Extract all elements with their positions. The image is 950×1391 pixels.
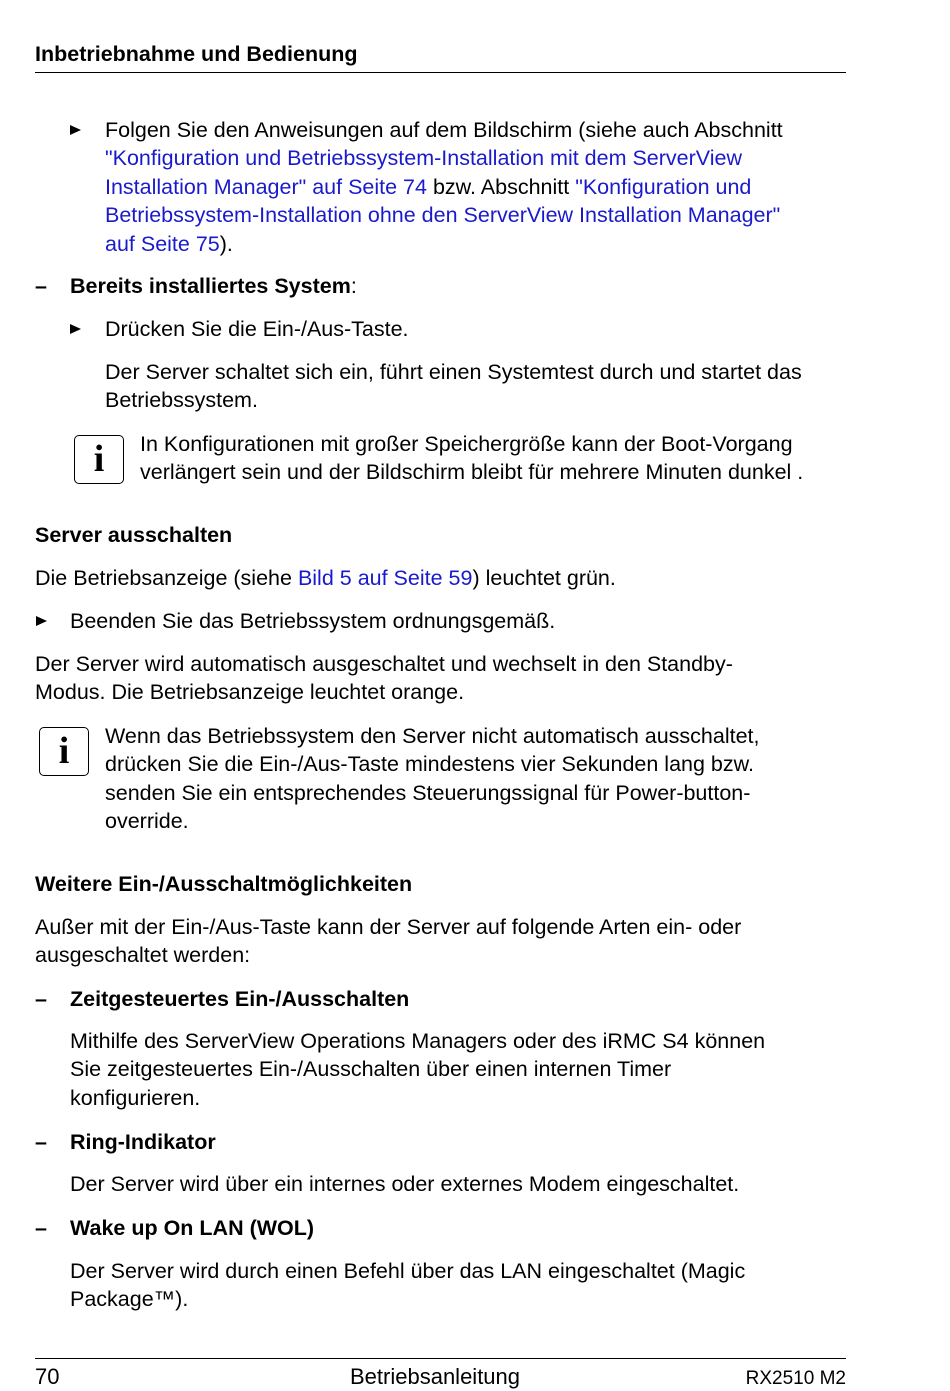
- item-timer-label: Zeitgesteuertes Ein-/Ausschalten: [70, 987, 410, 1011]
- step-arrow-icon: [70, 125, 81, 135]
- info-note-boot: [140, 430, 803, 487]
- item-wol-label: Wake up On LAN (WOL): [70, 1216, 315, 1240]
- text-fragment: Die Betriebsanzeige (siehe: [35, 566, 298, 590]
- link-config-with-installation-manager-page[interactable]: Installation Manager" auf Seite 74: [105, 174, 427, 199]
- text-line: Der Server wird automatisch ausgeschaltet und wechselt in den Standby-: [35, 652, 733, 676]
- text-line: Der Server wird durch einen Befehl über das LAN eingeschaltet (Magic: [70, 1259, 746, 1283]
- text-line: Mithilfe des ServerView Operations Managers oder des iRMC S4 können: [70, 1029, 766, 1053]
- shutdown-paragraph: [35, 564, 616, 592]
- info-note-override: [105, 722, 759, 836]
- text-line: Folgen Sie den Anweisungen auf dem Bildschirm (siehe auch Abschnitt: [105, 118, 783, 142]
- text-line: Außer mit der Ein-/Aus-Taste kann der Server auf folgende Arten ein- oder: [35, 915, 742, 939]
- info-icon: i: [39, 727, 89, 776]
- header-rule: [35, 72, 846, 73]
- link-config-with-installation-manager[interactable]: "Konfiguration und Betriebssystem-Installation mit dem ServerView: [105, 146, 743, 171]
- text-line: verlängert sein und der Bildschirm bleibt für mehrere Minuten dunkel .: [140, 460, 804, 485]
- text-line: Package™).: [70, 1287, 189, 1312]
- item-ring-indicator-label: Ring-Indikator: [70, 1130, 216, 1154]
- installed-description: [105, 358, 802, 415]
- shutdown-description: [35, 650, 733, 707]
- step-arrow-icon: [70, 324, 81, 334]
- colon: :: [350, 274, 357, 298]
- step-press-power: Drücken Sie die Ein-/Aus-Taste.: [105, 317, 409, 341]
- text-line: Der Server schaltet sich ein, führt einen Systemtest durch und startet das: [105, 360, 802, 384]
- text-line: senden Sie ein entsprechendes Steuerungssignal für Power-button-: [105, 780, 751, 805]
- step-follow-instructions: [105, 116, 783, 258]
- link-config-without-installation-manager[interactable]: "Konfiguration und: [575, 174, 752, 199]
- footer-rule: [35, 1358, 846, 1359]
- info-icon: i: [74, 435, 124, 484]
- list-dash: –: [35, 1216, 47, 1240]
- item-wol-description: [70, 1257, 745, 1314]
- list-dash: –: [35, 1130, 47, 1154]
- footer-doc-title: Betriebsanleitung: [350, 1364, 521, 1389]
- text-line: ausgeschaltet werden:: [35, 943, 251, 968]
- item-installed-system: [70, 272, 357, 300]
- text-line: Betriebssystem.: [105, 388, 258, 413]
- item-timer-description: [70, 1027, 765, 1112]
- item-ring-indicator-description: Der Server wird über ein internes oder externes Modem eingeschaltet.: [70, 1172, 740, 1196]
- step-arrow-icon: [36, 616, 47, 626]
- link-figure-5[interactable]: Bild 5 auf Seite 59: [297, 566, 473, 590]
- text-fragment: ) leuchtet grün.: [472, 566, 616, 590]
- text-line: override.: [105, 809, 189, 834]
- footer-model: RX2510 M2: [745, 1368, 846, 1389]
- text-line: konfigurieren.: [70, 1085, 201, 1110]
- step-shutdown-os: Beenden Sie das Betriebssystem ordnungsgemäß.: [70, 609, 556, 633]
- text-line: Modus. Die Betriebsanzeige leuchtet orange.: [35, 680, 465, 705]
- text-line: Wenn das Betriebssystem den Server nicht automatisch ausschaltet,: [105, 724, 760, 748]
- text-fragment: ).: [219, 231, 233, 256]
- list-dash: –: [35, 987, 47, 1011]
- text-line: Sie zeitgesteuertes Ein-/Ausschalten über einen internen Timer: [70, 1057, 672, 1082]
- running-header: Inbetriebnahme und Bedienung: [35, 42, 358, 66]
- text-line: In Konfigurationen mit großer Speichergröße kann der Boot-Vorgang: [140, 432, 793, 456]
- page-number: 70: [35, 1364, 60, 1389]
- text-fragment: bzw. Abschnitt: [426, 174, 576, 199]
- section-heading-shutdown: Server ausschalten: [35, 523, 233, 547]
- text-line: drücken Sie die Ein-/Aus-Taste mindestens vier Sekunden lang bzw.: [105, 752, 754, 777]
- link-page-75[interactable]: auf Seite 75: [105, 231, 220, 256]
- section-heading-more-options: Weitere Ein-/Ausschaltmöglichkeiten: [35, 872, 413, 896]
- more-intro: [35, 913, 741, 970]
- item-label: Bereits installiertes System: [70, 274, 351, 298]
- link-config-without-installation-manager-cont[interactable]: Betriebssystem-Installation ohne den ServerView Installation Manager": [105, 203, 781, 228]
- list-dash: –: [35, 274, 47, 298]
